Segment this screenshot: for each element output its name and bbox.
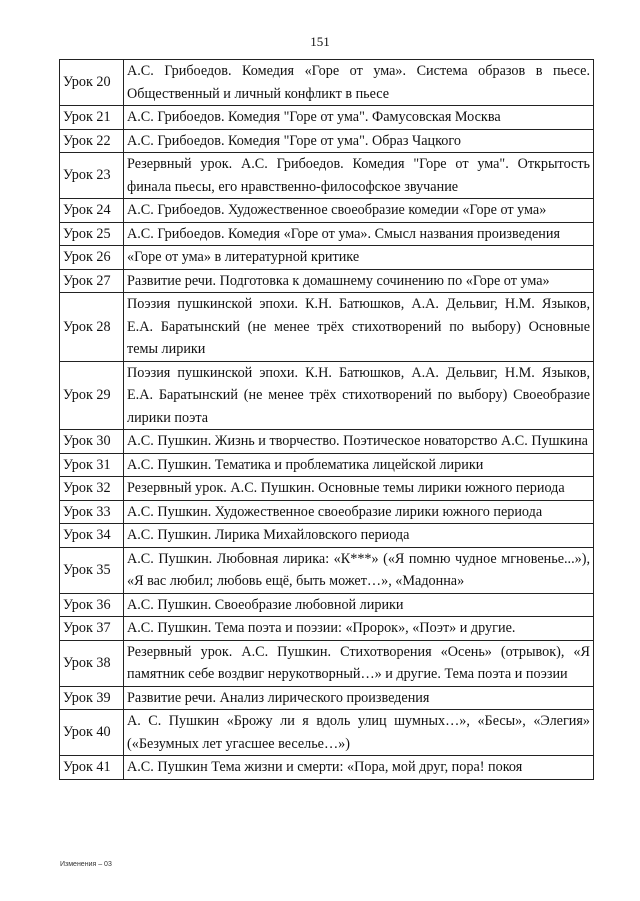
lesson-row [60,222,594,246]
lesson-number: Урок 38 [60,640,124,686]
lesson-row [60,640,594,686]
lesson-row [60,60,594,106]
lesson-description: А.С. Пушкин. Тематика и проблематика лицейской лирики [124,453,594,477]
lesson-table [59,59,594,780]
lesson-number: Урок 32 [60,477,124,501]
lesson-description: «Горе от ума» в литературной критике [124,246,594,270]
page-number: 151 [310,34,330,49]
lesson-number: Урок 35 [60,547,124,593]
lesson-row [60,361,594,430]
lesson-description: А.С. Грибоедов. Комедия "Горе от ума". Образ Чацкого [124,129,594,153]
lesson-description: А.С. Пушкин. Жизнь и творчество. Поэтическое новаторство А.С. Пушкина [124,430,594,454]
lesson-number: Урок 21 [60,106,124,130]
footer-revision: Изменения – 03 [60,861,112,868]
lesson-description: А. С. Пушкин «Брожу ли я вдоль улиц шумных…», «Бесы», «Элегия» («Безумных лет угасшее веселье…») [124,710,594,756]
lesson-description: А.С. Грибоедов. Комедия "Горе от ума". Фамусовская Москва [124,106,594,130]
lesson-row [60,153,594,199]
lesson-number: Урок 37 [60,617,124,641]
lesson-row [60,710,594,756]
lesson-number: Урок 20 [60,60,124,106]
lesson-row [60,477,594,501]
lesson-description: Резервный урок. А.С. Пушкин. Основные темы лирики южного периода [124,477,594,501]
lesson-description: А.С. Пушкин. Лирика Михайловского периода [124,524,594,548]
lesson-description: А.С. Пушкин. Художественное своеобразие лирики южного периода [124,500,594,524]
lesson-number: Урок 24 [60,199,124,223]
lesson-number: Урок 40 [60,710,124,756]
lesson-number: Урок 27 [60,269,124,293]
lesson-description: Поэзия пушкинской эпохи. К.Н. Батюшков, А.А. Дельвиг, Н.М. Языков, Е.А. Баратынский (не менее трёх стихотворений по выбору) Своеобразие лирики поэта [124,361,594,430]
lesson-row [60,500,594,524]
lesson-number: Урок 34 [60,524,124,548]
lesson-description: Резервный урок. А.С. Грибоедов. Комедия "Горе от ума". Открытость финала пьесы, его нравственно-философское звучание [124,153,594,199]
lesson-table-body [60,60,594,780]
lesson-description: Резервный урок. А.С. Пушкин. Стихотворения «Осень» (отрывок), «Я памятник себе воздвиг нерукотворный…» и другие. Тема поэта и поэзии [124,640,594,686]
lesson-row [60,199,594,223]
lesson-row [60,524,594,548]
lesson-row [60,430,594,454]
lesson-description: А.С. Грибоедов. Комедия «Горе от ума». Система образов в пьесе. Общественный и личный конфликт в пьесе [124,60,594,106]
lesson-number: Урок 29 [60,361,124,430]
lesson-number: Урок 23 [60,153,124,199]
lesson-row [60,617,594,641]
lesson-number: Урок 25 [60,222,124,246]
lesson-number: Урок 28 [60,293,124,362]
lesson-number: Урок 39 [60,686,124,710]
lesson-description: А.С. Пушкин. Своеобразие любовной лирики [124,593,594,617]
lesson-description: Развитие речи. Подготовка к домашнему сочинению по «Горе от ума» [124,269,594,293]
lesson-number: Урок 30 [60,430,124,454]
lesson-description: А.С. Пушкин. Тема поэта и поэзии: «Пророк», «Поэт» и другие. [124,617,594,641]
lesson-number: Урок 26 [60,246,124,270]
lesson-row [60,269,594,293]
lesson-description: А.С. Грибоедов. Художественное своеобразие комедии «Горе от ума» [124,199,594,223]
lesson-row [60,453,594,477]
lesson-number: Урок 22 [60,129,124,153]
lesson-number: Урок 41 [60,756,124,780]
lesson-description: А.С. Грибоедов. Комедия «Горе от ума». Смысл названия произведения [124,222,594,246]
lesson-row [60,756,594,780]
lesson-row [60,547,594,593]
lesson-row [60,129,594,153]
lesson-number: Урок 36 [60,593,124,617]
lesson-description: А.С. Пушкин Тема жизни и смерти: «Пора, мой друг, пора! покоя [124,756,594,780]
lesson-row [60,246,594,270]
lesson-description: А.С. Пушкин. Любовная лирика: «К***» («Я помню чудное мгновенье...»), «Я вас любил; любовь ещё, быть может…», «Мадонна» [124,547,594,593]
lesson-row [60,293,594,362]
lesson-description: Поэзия пушкинской эпохи. К.Н. Батюшков, А.А. Дельвиг, Н.М. Языков, Е.А. Баратынский (не менее трёх стихотворений по выбору) Основные темы лирики [124,293,594,362]
lesson-row [60,593,594,617]
lesson-row [60,686,594,710]
lesson-number: Урок 31 [60,453,124,477]
lesson-description: Развитие речи. Анализ лирического произведения [124,686,594,710]
lesson-number: Урок 33 [60,500,124,524]
lesson-row [60,106,594,130]
